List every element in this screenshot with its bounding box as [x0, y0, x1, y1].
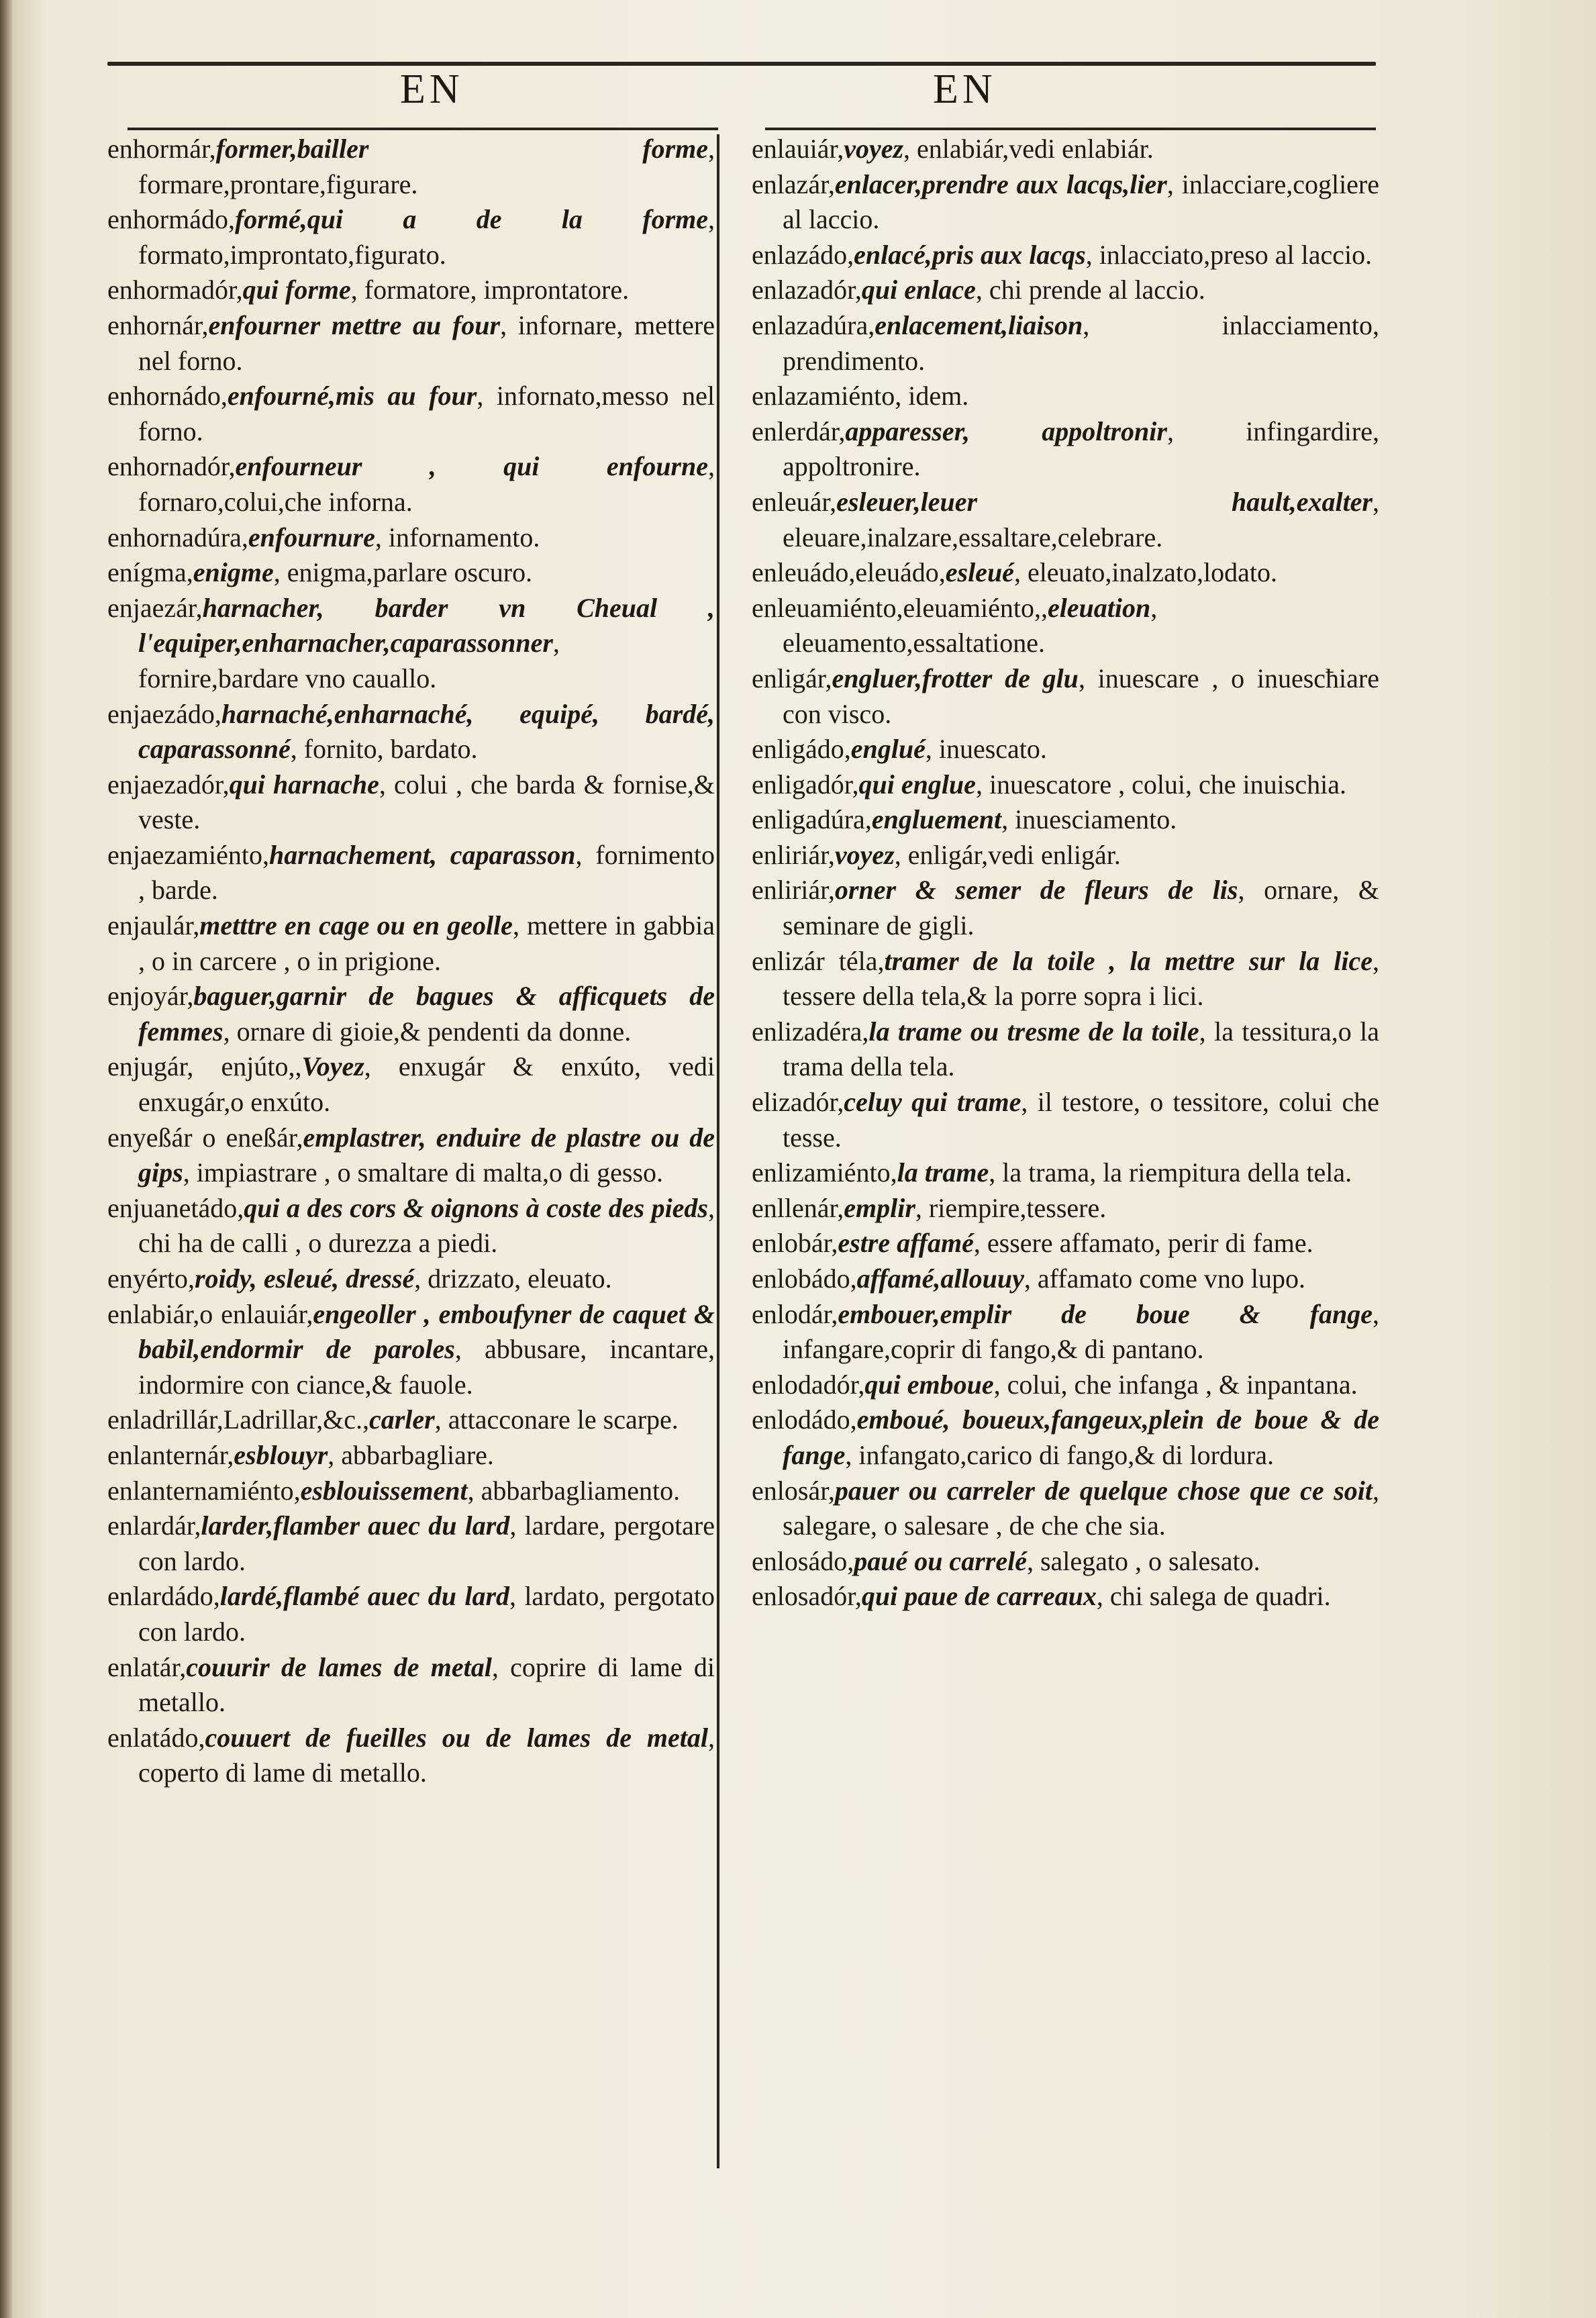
- entry-italian-gloss: inuesciamento.: [1015, 804, 1177, 835]
- entry-french-gloss: qui harnache: [229, 769, 379, 800]
- dictionary-entry: enleuamiénto,eleuamiénto,,eleuation, eleuamento,essaltatione.: [752, 592, 1158, 659]
- entry-italian-gloss: fornimento , barde.: [138, 839, 715, 906]
- dictionary-entry: enhornadór,enfourneur , qui enfourne, fornaro,colui,che inforna.: [107, 451, 715, 517]
- entry-italian-gloss: inlacciamento, prendimento.: [783, 309, 1379, 376]
- entry-french-gloss: affamé,allouuy: [856, 1263, 1024, 1294]
- entry-french-gloss: engluer,frotter de glu: [832, 663, 1079, 693]
- head-rule-left: [128, 128, 718, 130]
- entry-italian-gloss: coperto di lame di metallo.: [138, 1757, 427, 1788]
- dictionary-entry: enliriár,orner & semer de fleurs de lis, ornare, & seminare de gigli.: [752, 875, 1379, 941]
- entry-headword: enlizamiénto: [752, 1157, 891, 1188]
- entry-french-gloss: enlacé,pris aux lacqs: [854, 239, 1086, 270]
- entry-headword: enígma: [107, 557, 187, 588]
- entry-french-gloss: lardé,flambé auec du lard: [219, 1581, 510, 1612]
- entry-italian-gloss: fornito, bardato.: [303, 734, 478, 765]
- entry-french-gloss: qui emboue: [864, 1369, 994, 1400]
- entry-headword: enjaezádo: [107, 698, 215, 729]
- entry-french-gloss: enfourné,mis au four: [227, 381, 477, 412]
- dictionary-entry: enlazadúra,enlacement,liaison, inlacciamento, prendimento.: [752, 309, 1379, 376]
- entry-headword: enyeßár o eneßár: [107, 1122, 297, 1153]
- entry-italian-gloss: essere affamato, perir di fame.: [987, 1228, 1313, 1259]
- dictionary-entry: enligadór,qui englue, inuescatore , colui, che inuischia.: [752, 769, 1346, 800]
- entry-italian-gloss: affamato come vno lupo.: [1037, 1263, 1306, 1294]
- dictionary-entry: enyeßár o eneßár,emplastrer, enduire de plastre ou de gips, impiastrare , o smaltare di malta,o di gesso.: [107, 1122, 715, 1188]
- entry-french-gloss: enlacer,prendre aux lacqs,lier: [834, 168, 1167, 199]
- entry-french-gloss: carler: [368, 1404, 435, 1435]
- dictionary-entry: enlodár,embouer,emplir de boue & fange, infangare,coprir di fango,& di pantano.: [752, 1298, 1379, 1365]
- dictionary-entry: enllenár,emplir, riempire,tessere.: [752, 1192, 1107, 1223]
- dictionary-entry: enliriár,voyez, enligár,vedi enligár.: [752, 839, 1121, 870]
- entry-italian-gloss: inlacciato,preso al laccio.: [1099, 239, 1373, 270]
- entry-french-gloss: former,bailler forme: [215, 134, 708, 164]
- entry-french-gloss: metttre en cage ou en geolle: [199, 910, 513, 941]
- entry-italian-gloss: la trama, la riempitura della tela.: [1002, 1157, 1352, 1188]
- entry-italian-gloss: infangare,coprir di fango,& di pantano.: [783, 1334, 1204, 1365]
- entry-headword: enlazádo: [752, 239, 848, 270]
- entry-italian-gloss: tessere della tela,& la porre sopra i lici.: [783, 981, 1204, 1012]
- entry-italian-gloss: infornato,messo nel forno.: [138, 381, 715, 446]
- entry-italian-gloss: impiastrare , o smaltare di malta,o di gesso.: [196, 1157, 664, 1188]
- dictionary-entry: enjoyár,baguer,garnir de bagues & afficquets de femmes, ornare di gioie,& pendenti da donne.: [107, 981, 715, 1047]
- entry-headword: enlosár: [752, 1475, 828, 1506]
- entry-french-gloss: englué: [850, 734, 926, 765]
- dictionary-entry: enleuár,esleuer,leuer hault,exalter, eleuare,inalzare,essaltare,celebrare.: [752, 486, 1379, 552]
- dictionary-entry: enlatádo,couuert de fueilles ou de lames de metal, coperto di lame di metallo.: [107, 1722, 715, 1788]
- entry-italian-gloss: fornaro,colui,che inforna.: [138, 486, 413, 517]
- dictionary-entry: enligádo,englué, inuescato.: [752, 734, 1047, 765]
- entry-italian-gloss: enxugár & enxúto, vedi enxugár,o enxúto.: [138, 1051, 715, 1118]
- dictionary-entry: enlauiár,voyez, enlabiár,vedi enlabiár.: [752, 134, 1154, 164]
- entry-headword: enliriár: [752, 875, 828, 906]
- entry-italian-gloss: salegato , o salesato.: [1040, 1545, 1260, 1576]
- entry-french-gloss: enlacement,liaison: [875, 309, 1083, 340]
- entry-italian-gloss: attacconare le scarpe.: [448, 1404, 679, 1435]
- dictionary-entry: enjaezádo,harnaché,enharnaché, equipé, bardé, caparassonné, fornito, bardato.: [107, 698, 715, 765]
- entry-french-gloss: esleuer,leuer hault,exalter: [836, 486, 1373, 517]
- entry-headword: enlerdár: [752, 416, 839, 446]
- dictionary-entry: enlatár,couurir de lames de metal, coprire di lame di metallo.: [107, 1651, 715, 1718]
- entry-french-gloss: larder,flamber auec du lard: [201, 1510, 510, 1541]
- dictionary-entry: enlosadór,qui paue de carreaux, chi salega de quadri.: [752, 1581, 1331, 1612]
- running-head-left: EN: [400, 66, 464, 112]
- entry-italian-gloss: inuescare , o inuescħiare con visco.: [783, 663, 1379, 729]
- entry-italian-gloss: lardato, pergotato con lardo.: [138, 1581, 715, 1647]
- entry-french-gloss: enigme: [193, 557, 274, 588]
- dictionary-entry: enlanternamiénto,esblouissement, abbarbagliamento.: [107, 1475, 681, 1506]
- dictionary-entry: enhornadúra,enfournure, infornamento.: [107, 522, 540, 552]
- entry-french-gloss: eleuation: [1047, 592, 1151, 623]
- entry-headword: enligádo: [752, 734, 844, 765]
- entry-italian-gloss: la tessitura,o la trama della tela.: [783, 1016, 1379, 1082]
- dictionary-entry: enlazádo,enlacé,pris aux lacqs, inlacciato,preso al laccio.: [752, 239, 1373, 270]
- dictionary-entry: enhormádo,formé,qui a de la forme, formato,improntato,figurato.: [107, 204, 715, 270]
- entry-italian-gloss: formare,prontare,figurare.: [138, 168, 418, 199]
- entry-headword: enjaulár: [107, 910, 193, 941]
- entry-italian-gloss: mettere in gabbia , o in carcere , o in prigione.: [138, 910, 715, 976]
- entry-italian-gloss: coprire di lame di metallo.: [138, 1651, 715, 1718]
- entry-french-gloss: couurir de lames de metal: [186, 1651, 492, 1682]
- entry-headword: enlizadéra: [752, 1016, 862, 1047]
- dictionary-entry: enlabiár,o enlauiár,engeoller , emboufyner de caquet & babil,endormir de paroles, abbusare, incantare, indormire con ciance,& fauole.: [107, 1298, 715, 1400]
- entry-headword: enlauiár: [752, 134, 838, 164]
- entry-french-gloss: engluement: [871, 804, 1002, 835]
- entry-french-gloss: emplastrer, enduire de plastre ou de gips: [138, 1122, 715, 1188]
- entry-french-gloss: pauer ou carreler de quelque chose que ce soit: [834, 1475, 1373, 1506]
- dictionary-entry: enlardádo,lardé,flambé auec du lard, lardato, pergotato con lardo.: [107, 1581, 715, 1647]
- dictionary-entry: enlizadéra,la trame ou tresme de la toile, la tessitura,o la trama della tela.: [752, 1016, 1379, 1082]
- entry-headword: enlatár: [107, 1651, 180, 1682]
- entry-headword: enlardár: [107, 1510, 195, 1541]
- dictionary-entry: enlazamiénto, idem.: [752, 381, 969, 412]
- entry-french-gloss: la trame ou tresme de la toile: [868, 1016, 1199, 1047]
- entry-italian-gloss: inuescato.: [938, 734, 1047, 765]
- entry-french-gloss: enfourneur , qui enfourne: [235, 451, 708, 482]
- top-rule: [107, 62, 1376, 66]
- entry-french-gloss: orner & semer de fleurs de lis: [834, 875, 1238, 906]
- entry-italian-gloss: lardare, pergotare con lardo.: [138, 1510, 715, 1576]
- entry-italian-gloss: chi ha de calli , o durezza a piedi.: [138, 1228, 498, 1259]
- entry-headword: enliriár: [752, 839, 828, 870]
- entry-french-gloss: paué ou carrelé: [854, 1545, 1027, 1576]
- column-divider: [717, 134, 719, 2168]
- dictionary-entry: enlodádo,emboué, boueux,fangeux,plein de boue & de fange, infangato,carico di fango,& di lordura.: [752, 1404, 1379, 1470]
- entry-italian-gloss: infingardire, appoltronire.: [783, 416, 1379, 482]
- entry-headword: enleuádo,eleuádo: [752, 557, 939, 588]
- entry-headword: enhormadór: [107, 275, 236, 305]
- entry-french-gloss: voyez: [834, 839, 895, 870]
- dictionary-entry: enjuanetádo,qui a des cors & oignons à coste des pieds, chi ha de calli , o durezza a piedi.: [107, 1192, 715, 1259]
- entry-italian-gloss: formato,improntato,figurato.: [138, 239, 446, 270]
- dictionary-entry: enlardár,larder,flamber auec du lard, lardare, pergotare con lardo.: [107, 1510, 715, 1576]
- entry-french-gloss: embouer,emplir de boue & fange: [838, 1298, 1373, 1329]
- entry-headword: enhormádo: [107, 204, 228, 235]
- dictionary-entry: enjaulár,metttre en cage ou en geolle, mettere in gabbia , o in carcere , o in prigione.: [107, 910, 715, 976]
- entry-french-gloss: harnachement, caparasson: [268, 839, 576, 870]
- dictionary-entry: enlizár téla,tramer de la toile , la mettre sur la lice, tessere della tela,& la porre sopra i lici.: [752, 945, 1380, 1012]
- entry-french-gloss: enfourner mettre au four: [208, 309, 501, 340]
- entry-french-gloss: emplir: [844, 1192, 915, 1223]
- entry-headword: enlazadór: [752, 275, 855, 305]
- dictionary-entry: enjaezadór,qui harnache, colui , che barda & fornise,& veste.: [107, 769, 715, 835]
- entry-italian-gloss: colui, che infanga , & inpantana.: [1007, 1369, 1358, 1400]
- entry-headword: enlatádo: [107, 1722, 199, 1753]
- entry-italian-gloss: inlacciare,cogliere al laccio.: [783, 168, 1380, 235]
- entry-headword: enjoyár: [107, 981, 187, 1012]
- entry-french-gloss: enfournure: [248, 522, 375, 552]
- dictionary-entry: enígma,enigme, enigma,parlare oscuro.: [107, 557, 533, 588]
- dictionary-entry: enhornár,enfourner mettre au four, infornare, mettere nel forno.: [107, 309, 715, 376]
- dictionary-entry: enligadúra,engluement, inuesciamento.: [752, 804, 1177, 835]
- entry-italian-gloss: enlabiár,vedi enlabiár.: [917, 134, 1154, 164]
- entry-french-gloss: baguer,garnir de bagues & afficquets de femmes: [138, 981, 715, 1047]
- entry-french-gloss: apparesser, appoltronir: [845, 416, 1167, 446]
- dictionary-entry: enyérto,roidy, esleué, dressé, drizzato, eleuato.: [107, 1263, 612, 1294]
- entry-french-gloss: estre affamé: [838, 1228, 974, 1259]
- entry-french-gloss: Voyez: [301, 1051, 364, 1082]
- entry-italian-gloss: salegare, o salesare , de che che sia.: [783, 1510, 1166, 1541]
- entry-headword: enhornadór: [107, 451, 229, 482]
- entry-headword: enligadór: [752, 769, 852, 800]
- entry-italian-gloss: colui , che barda & fornise,& veste.: [138, 769, 715, 835]
- dictionary-entry: enligár,engluer,frotter de glu, inuescare , o inuescħiare con visco.: [752, 663, 1379, 729]
- entry-french-gloss: qui a des cors & oignons à coste des pieds: [244, 1192, 708, 1223]
- dictionary-entry: enjaezár,harnacher, barder vn Cheual , l'equiper,enharnacher,caparassonner, fornire,bardare vno cauallo.: [107, 592, 715, 693]
- entry-french-gloss: harnacher, barder vn Cheual , l'equiper,enharnacher,caparassonner: [138, 592, 715, 659]
- entry-italian-gloss: enligár,vedi enligár.: [907, 839, 1121, 870]
- dictionary-entry: enlobár,estre affamé, essere affamato, perir di fame.: [752, 1228, 1313, 1259]
- entry-french-gloss: qui paue de carreaux: [861, 1581, 1097, 1612]
- entry-italian-gloss: infornare, mettere nel forno.: [138, 309, 715, 376]
- entry-french-gloss: esblouyr: [234, 1439, 328, 1470]
- dictionary-entry: enlosádo,paué ou carrelé, salegato , o salesato.: [752, 1545, 1260, 1576]
- entry-italian-gloss: drizzato, eleuato.: [428, 1263, 612, 1294]
- dictionary-entry: enlizamiénto,la trame, la trama, la riempitura della tela.: [752, 1157, 1352, 1188]
- running-head-right: EN: [933, 66, 997, 112]
- entry-headword: enhornadúra: [107, 522, 242, 552]
- dictionary-entry: enlosár,pauer ou carreler de quelque chose que ce soit, salegare, o salesare , de che che sia.: [752, 1475, 1379, 1541]
- dictionary-entry: enlanternár,esblouyr, abbarbagliare.: [107, 1439, 494, 1470]
- entry-headword: enligadúra: [752, 804, 865, 835]
- entry-headword: enlosadór: [752, 1581, 855, 1612]
- head-rule-right: [765, 128, 1376, 130]
- entry-headword: enladrillár,Ladrillar,&c.: [107, 1404, 362, 1435]
- dictionary-entry: enlodadór,qui emboue, colui, che infanga , & inpantana.: [752, 1369, 1358, 1400]
- entry-french-gloss: tramer de la toile , la mettre sur la lice: [884, 945, 1373, 976]
- entry-headword: enlobádo: [752, 1263, 850, 1294]
- entry-headword: enlosádo: [752, 1545, 848, 1576]
- entry-headword: elizadór: [752, 1087, 838, 1118]
- dictionary-entry: enlazár,enlacer,prendre aux lacqs,lier, inlacciare,cogliere al laccio.: [752, 168, 1380, 235]
- entry-headword: enlodádo: [752, 1404, 850, 1435]
- entry-italian-gloss: infornamento.: [388, 522, 540, 552]
- entry-french-gloss: qui forme: [242, 275, 351, 305]
- entry-headword: enjaezár: [107, 592, 196, 623]
- entry-french-gloss: harnaché,enharnaché, equipé, bardé, caparassonné: [138, 698, 715, 765]
- entry-headword: enlizár téla: [752, 945, 878, 976]
- entry-italian-gloss: eleuamento,essaltatione.: [783, 628, 1045, 659]
- entry-french-gloss: qui englue: [858, 769, 976, 800]
- entry-italian-gloss: fornire,bardare vno cauallo.: [138, 663, 437, 693]
- dictionary-entry: enjaezamiénto,harnachement, caparasson, fornimento , barde.: [107, 839, 715, 906]
- entry-headword: enleuamiénto,eleuamiénto,: [752, 592, 1041, 623]
- entry-headword: enllenár: [752, 1192, 838, 1223]
- entry-headword: enleuár: [752, 486, 830, 517]
- entry-italian-gloss: chi salega de quadri.: [1109, 1581, 1331, 1612]
- entry-headword: enjaezadór: [107, 769, 223, 800]
- entry-italian-gloss: chi prende al laccio.: [989, 275, 1205, 305]
- entry-italian-gloss: abbarbagliamento.: [481, 1475, 681, 1506]
- entry-headword: enhornádo: [107, 381, 221, 412]
- entry-italian-gloss: ornare di gioie,& pendenti da donne.: [236, 1016, 632, 1047]
- right-column: [752, 132, 1379, 1614]
- entry-italian-gloss: formatore, improntatore.: [364, 275, 630, 305]
- dictionary-entry: enleuádo,eleuádo,esleué, eleuato,inalzato,lodato.: [752, 557, 1278, 588]
- entry-headword: enlodár: [752, 1298, 832, 1329]
- dictionary-entry: enhormadór,qui forme, formatore, improntatore.: [107, 275, 630, 305]
- entry-french-gloss: esleué: [945, 557, 1014, 588]
- entry-italian-gloss: ornare, & seminare de gigli.: [783, 875, 1379, 941]
- entry-french-gloss: formé,qui a de la forme: [234, 204, 708, 235]
- dictionary-entry: enlobádo,affamé,allouuy, affamato come vno lupo.: [752, 1263, 1306, 1294]
- entry-headword: enhornár: [107, 309, 202, 340]
- entry-french-gloss: esblouissement: [300, 1475, 468, 1506]
- entry-italian-gloss: inuescatore , colui, che inuischia.: [989, 769, 1346, 800]
- entry-headword: enlanternár: [107, 1439, 228, 1470]
- entry-headword: enjuanetádo: [107, 1192, 238, 1223]
- entry-italian-gloss: enigma,parlare oscuro.: [287, 557, 533, 588]
- entry-headword: enhormár: [107, 134, 209, 164]
- entry-italian-gloss: abbarbagliare.: [341, 1439, 494, 1470]
- dictionary-entry: elizadór,celuy qui trame, il testore, o tessitore, colui che tesse.: [752, 1087, 1380, 1153]
- entry-headword: enlanternamiénto: [107, 1475, 294, 1506]
- dictionary-entry: enlazadór,qui enlace, chi prende al laccio.: [752, 275, 1205, 305]
- entry-french-gloss: celuy qui trame: [844, 1087, 1021, 1118]
- dictionary-entry: enlerdár,apparesser, appoltronir, infingardire, appoltronire.: [752, 416, 1379, 482]
- entry-french-gloss: couuert de fueilles ou de lames de metal: [205, 1722, 708, 1753]
- entry-french-gloss: qui enlace: [861, 275, 976, 305]
- entry-headword: enlazadúra: [752, 309, 868, 340]
- entry-italian-gloss: il testore, o tessitore, colui che tesse.: [783, 1087, 1380, 1153]
- entry-headword: enjaezamiénto: [107, 839, 262, 870]
- dictionary-entry: enjugár, enjúto,,Voyez, enxugár & enxúto, vedi enxugár,o enxúto.: [107, 1051, 715, 1118]
- dictionary-entry: enladrillár,Ladrillar,&c.,carler, attacconare le scarpe.: [107, 1404, 679, 1435]
- dictionary-entry: enhornádo,enfourné,mis au four, infornato,messo nel forno.: [107, 381, 715, 446]
- entry-headword: enlobár: [752, 1228, 832, 1259]
- entry-headword: enlardádo: [107, 1581, 213, 1612]
- entry-italian-gloss: infangato,carico di fango,& di lordura.: [858, 1439, 1274, 1470]
- entry-french-gloss: engeoller , emboufyner de caquet & babil,endormir de paroles: [138, 1298, 715, 1365]
- entry-headword: enlazár: [752, 168, 828, 199]
- entry-french-gloss: la trame: [897, 1157, 989, 1188]
- entry-headword: enjugár, enjúto,: [107, 1051, 295, 1082]
- entry-italian-gloss: abbusare, incantare, indormire con ciance,& fauole.: [138, 1334, 715, 1400]
- entry-headword: enlodadór: [752, 1369, 858, 1400]
- entry-french-gloss: emboué, boueux,fangeux,plein de boue & de fange: [783, 1404, 1379, 1470]
- entry-italian-gloss: eleuato,inalzato,lodato.: [1027, 557, 1278, 588]
- entry-headword: enlabiár,o enlauiár: [107, 1298, 307, 1329]
- entry-headword: enlazamiénto: [752, 381, 895, 412]
- entry-french-gloss: roidy, esleué, dressé: [194, 1263, 415, 1294]
- left-column: [107, 132, 715, 1791]
- entry-headword: enyérto: [107, 1263, 188, 1294]
- dictionary-entry: enhormár,former,bailler forme, formare,prontare,figurare.: [107, 134, 715, 199]
- entry-italian-gloss: riempire,tessere.: [928, 1192, 1107, 1223]
- entry-italian-gloss: idem.: [908, 381, 969, 412]
- entry-headword: enligár: [752, 663, 826, 693]
- entry-french-gloss: voyez: [844, 134, 904, 164]
- entry-italian-gloss: eleuare,inalzare,essaltare,celebrare.: [783, 522, 1163, 552]
